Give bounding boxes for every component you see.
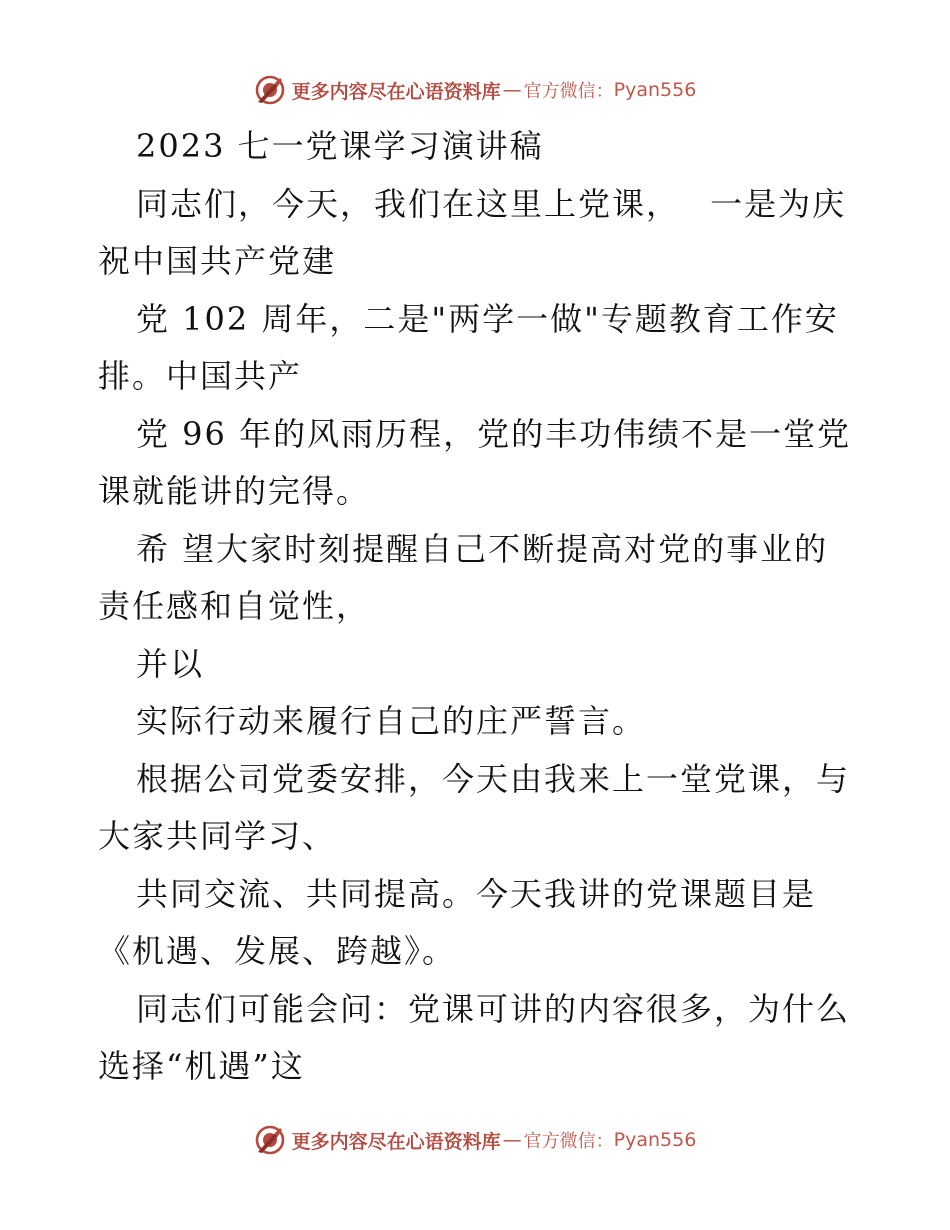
footer-watermark-banner bbox=[0, 1120, 950, 1160]
paragraph-3: 党 96 年的风雨历程，党的丰功伟绩不是一堂党课就能讲的完得。 bbox=[98, 414, 852, 510]
paragraph-7: 根据公司党委安排，今天由我来上一堂党课，与大家共同学习、 bbox=[98, 759, 851, 855]
banner-wechat-label: 官方微信： bbox=[523, 81, 614, 102]
banner-separator: — bbox=[502, 1129, 522, 1151]
banner-wechat-id: Pyan556 bbox=[613, 79, 697, 101]
paragraph-5: 并以 bbox=[136, 644, 205, 683]
banner-wechat-id: Pyan556 bbox=[613, 1129, 697, 1151]
paragraph-1: 同志们，今天，我们在这里上党课， 一是为庆祝中国共产党建 bbox=[98, 184, 847, 280]
banner-text: 更多内容尽在心语资料库 bbox=[291, 1130, 501, 1153]
banner-text: 更多内容尽在心语资料库 bbox=[291, 80, 501, 103]
document-body bbox=[98, 118, 858, 1096]
paragraph-9: 同志们可能会问：党课可讲的内容很多，为什么选择“机遇”这 bbox=[98, 989, 851, 1085]
banner-wechat-label: 官方微信： bbox=[523, 1131, 614, 1152]
pen-logo-icon bbox=[254, 1124, 286, 1156]
paragraph-8: 共同交流、共同提高。今天我讲的党课题目是《机遇、发展、跨越》。 bbox=[98, 874, 817, 970]
paragraph-6: 实际行动来履行自己的庄严誓言。 bbox=[136, 702, 647, 740]
paragraph-4: 希 望大家时刻提醒自己不断提高对党的事业的责任感和自觉性， bbox=[98, 529, 829, 625]
banner-separator: — bbox=[502, 79, 522, 101]
document-title: 2023 七一党课学习演讲稿 bbox=[136, 127, 544, 165]
header-watermark-banner bbox=[0, 70, 950, 110]
paragraph-2: 党 102 周年，二是"两学一做"专题教育工作安排。中国共产 bbox=[98, 299, 839, 395]
pen-logo-icon bbox=[254, 74, 286, 106]
